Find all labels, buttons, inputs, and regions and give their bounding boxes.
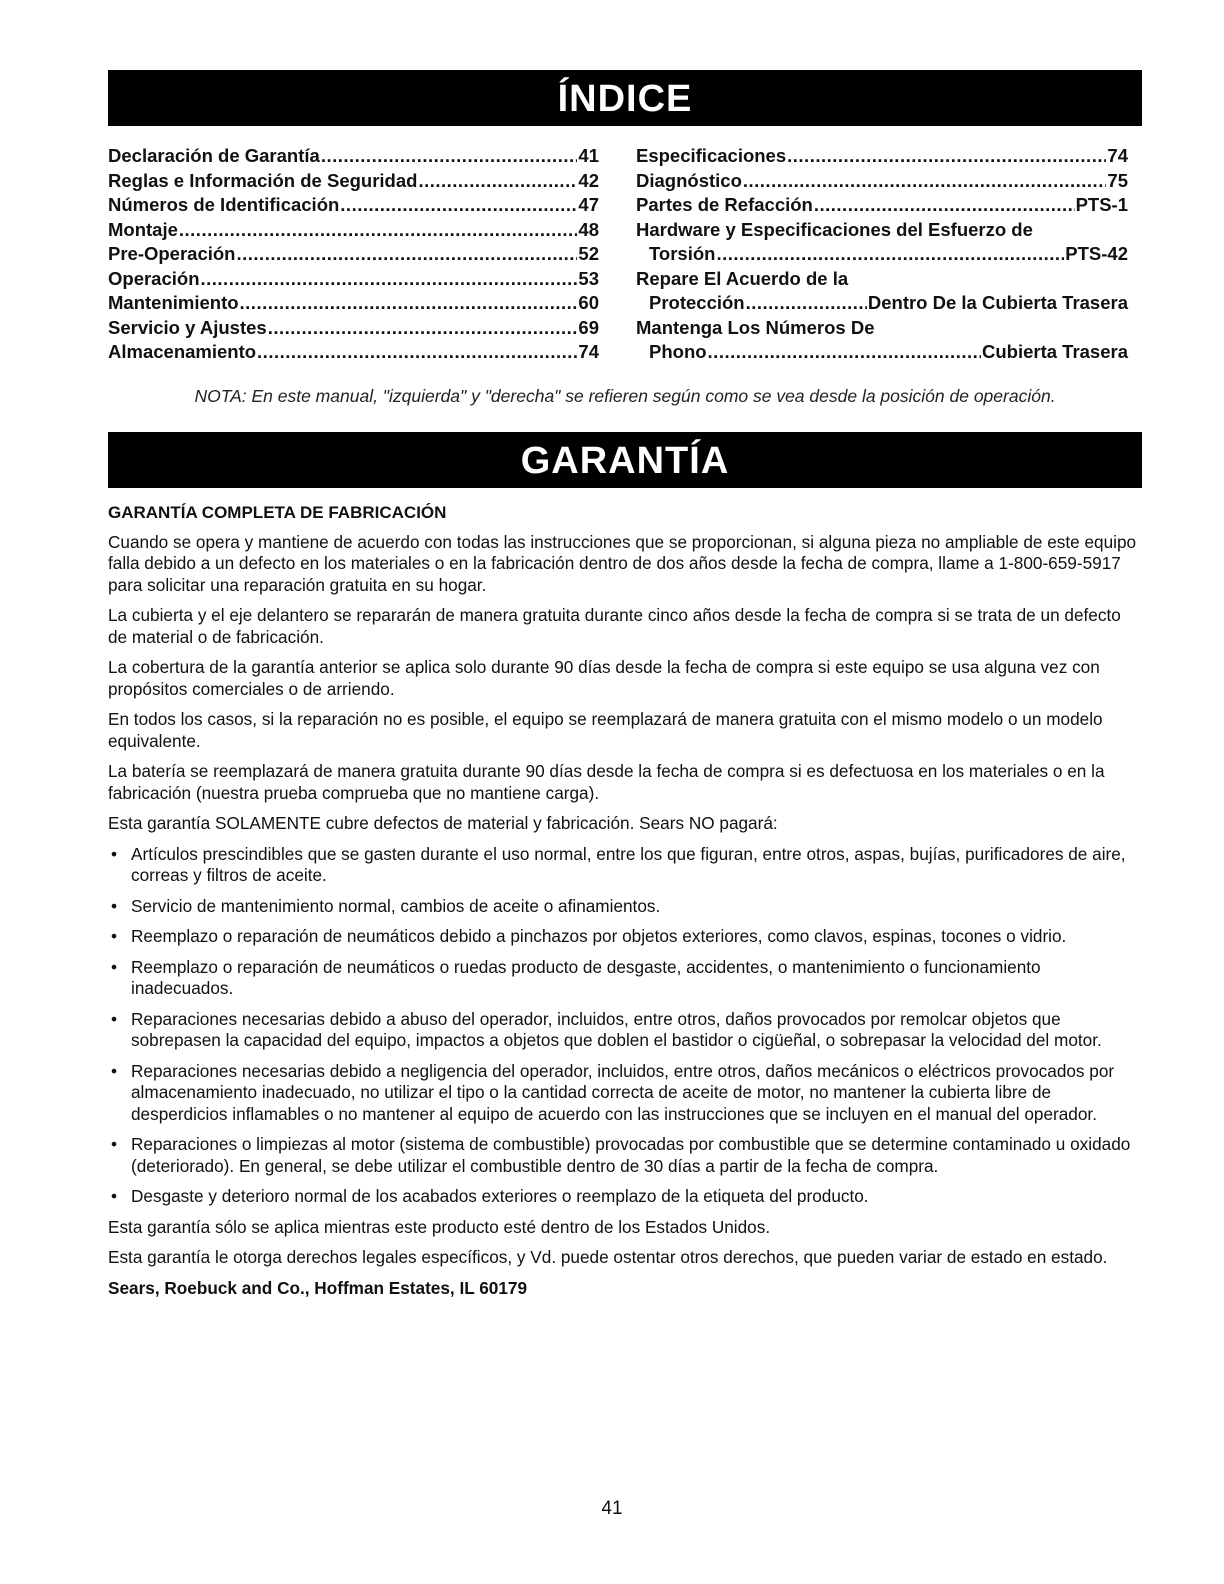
list-item [108, 926, 1142, 948]
bullet-icon: • [111, 895, 118, 916]
toc-entry-label: Pre-Operación [108, 243, 236, 264]
toc-entry[interactable] [108, 340, 599, 365]
warranty-paragraph: Esta garantía le otorga derechos legales específicos, y Vd. puede ostentar otros derechos, que pueden variar de estado en estado. [108, 1247, 1108, 1267]
toc-entry-page: 48 [578, 218, 599, 240]
toc-entry-label: Números de Identificación [108, 194, 340, 215]
toc-entry[interactable] [108, 169, 599, 194]
toc-leader [746, 291, 867, 316]
list-item [108, 957, 1142, 1000]
bullet-icon: • [111, 956, 118, 977]
list-item [108, 896, 1142, 918]
page-number: 41 [601, 1498, 623, 1519]
warranty-banner: GARANTÍA [108, 432, 1142, 488]
exclusions-list [108, 844, 1142, 1208]
list-item-text: Servicio de mantenimiento normal, cambios de aceite o afinamientos. [131, 895, 661, 916]
toc-leader [268, 316, 578, 341]
bullet-icon: • [111, 843, 118, 864]
list-item [108, 1009, 1142, 1052]
bullet-icon: • [111, 926, 118, 946]
toc-entry-title-line[interactable]: Repare El Acuerdo de la [636, 267, 849, 289]
warranty-paragraph: En todos los casos, si la reparación no es posible, el equipo se reemplazará de manera gratuita con el mismo modelo o un modelo equivalente. [108, 709, 1103, 751]
toc-leader [814, 193, 1075, 218]
toc-entry-label: Mantenimiento [108, 292, 239, 313]
toc-entry[interactable] [636, 144, 1128, 169]
toc-entry-label: Servicio y Ajustes [108, 316, 267, 338]
list-item-text: Reparaciones necesarias debido a negligencia del operador, incluidos, entre otros, daños mecánicos o eléctricos provocados por almacenamiento inadecuado, no utilizar el tipo o la cantidad correcta de aceite de motor, no mantener la cubierta libre de desperdicios inflamables o no mantener al equipo de acuerdo con las instrucciones que se incluyen en el manual del operador. [131, 1060, 1115, 1124]
bullet-icon: • [111, 1008, 118, 1029]
toc-leader [340, 193, 577, 218]
toc-leader [237, 242, 578, 267]
toc-entry-page: 74 [578, 341, 599, 362]
toc-entry[interactable] [636, 193, 1128, 218]
list-item-text: Reparaciones o limpiezas al motor (sistema de combustible) provocadas por combustible que se determine contaminado u oxidado (deteriorado). En general, se debe utilizar el combustible dentro de 30 días a partir de la fecha de compra. [131, 1134, 1131, 1176]
list-item-text: Reparaciones necesarias debido a abuso del operador, incluidos, entre otros, daños provocados por remolcar objetos que sobrepasen la capacidad del equipo, impactos a objetos que doblen el bastidor o cigüeñal, o sobrepasar la velocidad del motor. [131, 1008, 1102, 1050]
toc-entry-page: 60 [578, 292, 599, 313]
toc-entry-label: Torsión [649, 243, 716, 264]
toc-entry-page: 69 [578, 316, 599, 338]
list-item-text: Desgaste y deterioro normal de los acabados exteriores o reemplazo de la etiqueta del producto. [131, 1186, 869, 1206]
toc-leader [418, 169, 577, 194]
toc-entry[interactable] [108, 267, 599, 292]
toc-leader [257, 340, 577, 365]
toc-entry-page: 53 [578, 267, 599, 289]
toc-right-column [636, 144, 1128, 365]
list-item-text: Reemplazo o reparación de neumáticos debido a pinchazos por objetos exteriores, como clavos, espinas, tocones o vidrio. [131, 926, 1067, 946]
toc-entry-page: 42 [578, 169, 599, 191]
toc-entry-page: Dentro De la Cubierta Trasera [867, 292, 1128, 313]
orientation-note: NOTA: En este manual, "izquierda" y "derecha" se refieren según como se vea desde la posición de operación. [194, 386, 1056, 406]
toc-entry[interactable] [108, 144, 599, 169]
toc-entry-title-line[interactable]: Mantenga Los Números De [636, 316, 875, 338]
toc-leader [787, 144, 1106, 169]
toc-entry-page: 52 [578, 243, 599, 264]
warranty-heading: GARANTÍA COMPLETA DE FABRICACIÓN [108, 503, 447, 522]
toc-entry-label: Especificaciones [636, 145, 787, 166]
warranty-paragraph: Cuando se opera y mantiene de acuerdo con todas las instrucciones que se proporcionan, si alguna pieza no ampliable de este equipo falla debido a un defecto en los materiales o en la fabricación dentro de dos años desde la fecha de compra, llame a 1-800-659-5917 para solicitar una reparación gratuita en su hogar. [108, 531, 1137, 595]
toc-entry-page: 75 [1107, 169, 1128, 191]
toc-leader [708, 340, 981, 365]
warranty-paragraph: Esta garantía sólo se aplica mientras este producto esté dentro de los Estados Unidos. [108, 1216, 771, 1237]
toc-entry-title-line[interactable]: Hardware y Especificaciones del Esfuerzo de [636, 218, 1033, 240]
toc-entry[interactable] [108, 316, 599, 341]
toc-entry[interactable] [636, 291, 1128, 316]
toc-leader [201, 267, 578, 292]
toc-entry-label: Phono [649, 341, 707, 362]
toc-leader [179, 218, 578, 243]
toc-entry[interactable] [636, 242, 1128, 267]
list-item-text: Reemplazo o reparación de neumáticos o ruedas producto de desgaste, accidentes, o mantenimiento o funcionamiento inadecuados. [131, 956, 1041, 998]
warranty-section [108, 502, 1142, 1299]
toc-entry-label: Diagnóstico [636, 169, 742, 191]
toc-entry-label: Declaración de Garantía [108, 145, 320, 166]
toc-entry[interactable] [636, 340, 1128, 365]
toc-leader [743, 169, 1107, 194]
toc-entry-label: Almacenamiento [108, 341, 257, 362]
toc-entry-page: 47 [578, 194, 599, 215]
toc-entry[interactable] [108, 193, 599, 218]
toc-entry-page: 74 [1107, 145, 1128, 166]
toc-entry[interactable] [108, 242, 599, 267]
bullet-icon: • [111, 1134, 118, 1154]
toc-entry[interactable] [108, 218, 599, 243]
toc-entry-label: Operación [108, 267, 200, 289]
list-item [108, 844, 1142, 887]
warranty-paragraph: La cobertura de la garantía anterior se aplica solo durante 90 días desde la fecha de compra si este equipo se usa alguna vez con propósitos comerciales o de arriendo. [108, 657, 1100, 699]
list-item-text: Artículos prescindibles que se gasten durante el uso normal, entre los que figuran, entre otros, aspas, bujías, purificadores de aire, correas y filtros de aceite. [131, 843, 1126, 885]
bullet-icon: • [111, 1060, 118, 1081]
toc-left-column [108, 144, 599, 365]
toc-entry-label: Montaje [108, 218, 178, 240]
toc-entry-page: Cubierta Trasera [981, 341, 1128, 362]
toc-entry-page: PTS-42 [1065, 243, 1128, 264]
bullet-icon: • [111, 1186, 118, 1206]
toc-entry-label: Partes de Refacción [636, 194, 813, 215]
toc-entry-page: 41 [578, 145, 599, 166]
toc-leader [716, 242, 1064, 267]
toc-entry-label: Protección [649, 292, 745, 313]
toc-leader [240, 291, 578, 316]
warranty-paragraph: La batería se reemplazará de manera gratuita durante 90 días desde la fecha de compra si es defectuosa en los materiales o en la fabricación (nuestra prueba comprueba que no mantiene carga). [108, 761, 1105, 803]
list-item [108, 1134, 1142, 1177]
warranty-paragraph: Esta garantía SOLAMENTE cubre defectos de material y fabricación. Sears NO pagará: [108, 813, 778, 833]
toc-entry-page: PTS-1 [1075, 194, 1128, 215]
toc-leader [321, 144, 578, 169]
list-item [108, 1061, 1142, 1126]
index-banner: ÍNDICE [108, 70, 1142, 126]
company-address: Sears, Roebuck and Co., Hoffman Estates, IL 60179 [108, 1277, 528, 1298]
warranty-paragraph: La cubierta y el eje delantero se repararán de manera gratuita durante cinco años desde la fecha de compra si se trata de un defecto de material o de fabricación. [108, 605, 1121, 647]
toc-entry-label: Reglas e Información de Seguridad [108, 169, 418, 191]
list-item [108, 1186, 1142, 1208]
toc-entry[interactable] [108, 291, 599, 316]
toc-entry[interactable] [636, 169, 1128, 194]
